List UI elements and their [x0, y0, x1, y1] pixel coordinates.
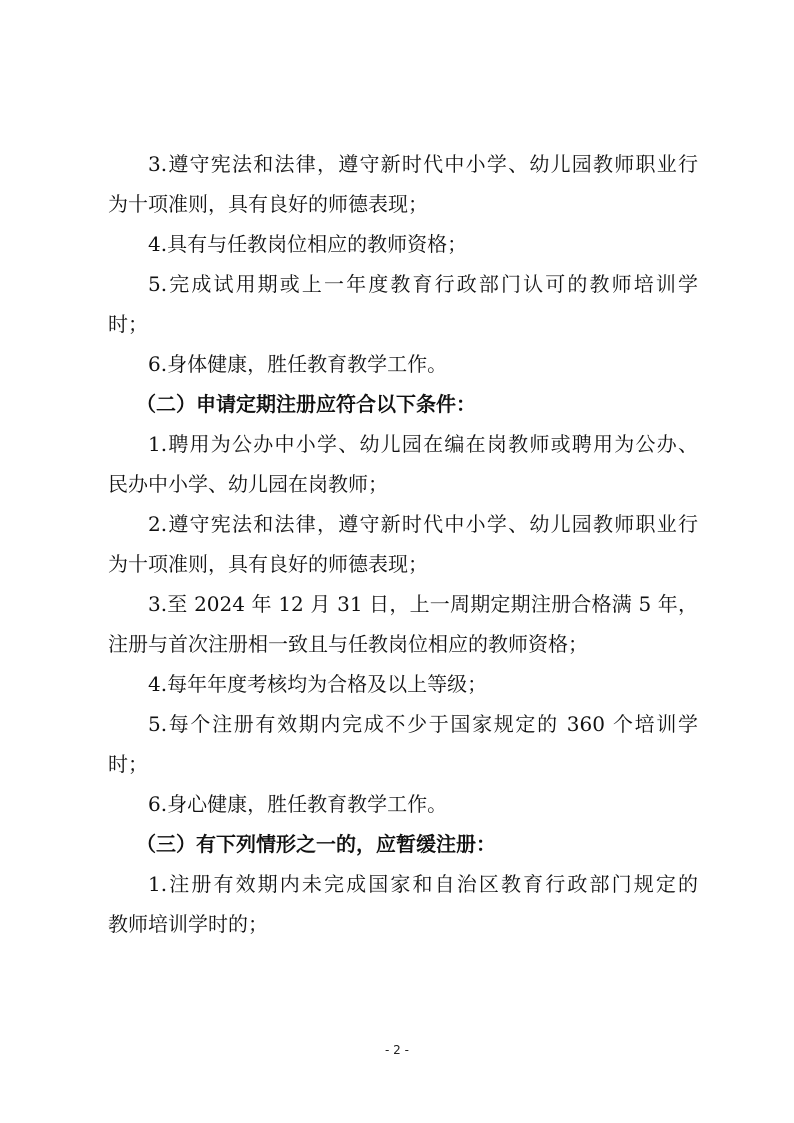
paragraph-line: 2.遵守宪法和法律，遵守新时代中小学、幼儿园教师职业行: [148, 512, 698, 536]
paragraph-line: 1.注册有效期内未完成国家和自治区教育行政部门规定的: [148, 872, 698, 896]
paragraph-line: 1.聘用为公办中小学、幼儿园在编在岗教师或聘用为公办、: [148, 432, 698, 456]
paragraph-line: 时；: [108, 312, 148, 336]
paragraph-line: 为十项准则，具有良好的师德表现；: [108, 192, 428, 216]
paragraph-line: 民办中小学、幼儿园在岗教师；: [108, 472, 388, 496]
paragraph-line: 4.每年年度考核均为合格及以上等级；: [148, 672, 488, 696]
paragraph-line: 3.遵守宪法和法律，遵守新时代中小学、幼儿园教师职业行: [148, 152, 698, 176]
paragraph-line: 4.具有与任教岗位相应的教师资格；: [148, 232, 468, 256]
paragraph-line: 注册与首次注册相一致且与任教岗位相应的教师资格；: [108, 632, 588, 656]
page-number: - 2 -: [385, 1043, 409, 1057]
paragraph-line: 时；: [108, 752, 148, 776]
paragraph-line: 3.至 2024 年 12 月 31 日，上一周期定期注册合格满 5 年，: [148, 592, 698, 616]
paragraph-line: 5.完成试用期或上一年度教育行政部门认可的教师培训学: [148, 272, 698, 296]
paragraph-line: 6.身体健康，胜任教育教学工作。: [148, 352, 448, 376]
paragraph-line: 教师培训学时的；: [108, 912, 268, 936]
section-heading: （三）有下列情形之一的，应暂缓注册：: [136, 832, 496, 856]
paragraph-line: 5.每个注册有效期内完成不少于国家规定的 360 个培训学: [148, 712, 698, 736]
section-heading: （二）申请定期注册应符合以下条件：: [136, 392, 476, 416]
paragraph-line: 为十项准则，具有良好的师德表现；: [108, 552, 428, 576]
paragraph-line: 6.身心健康，胜任教育教学工作。: [148, 792, 448, 816]
